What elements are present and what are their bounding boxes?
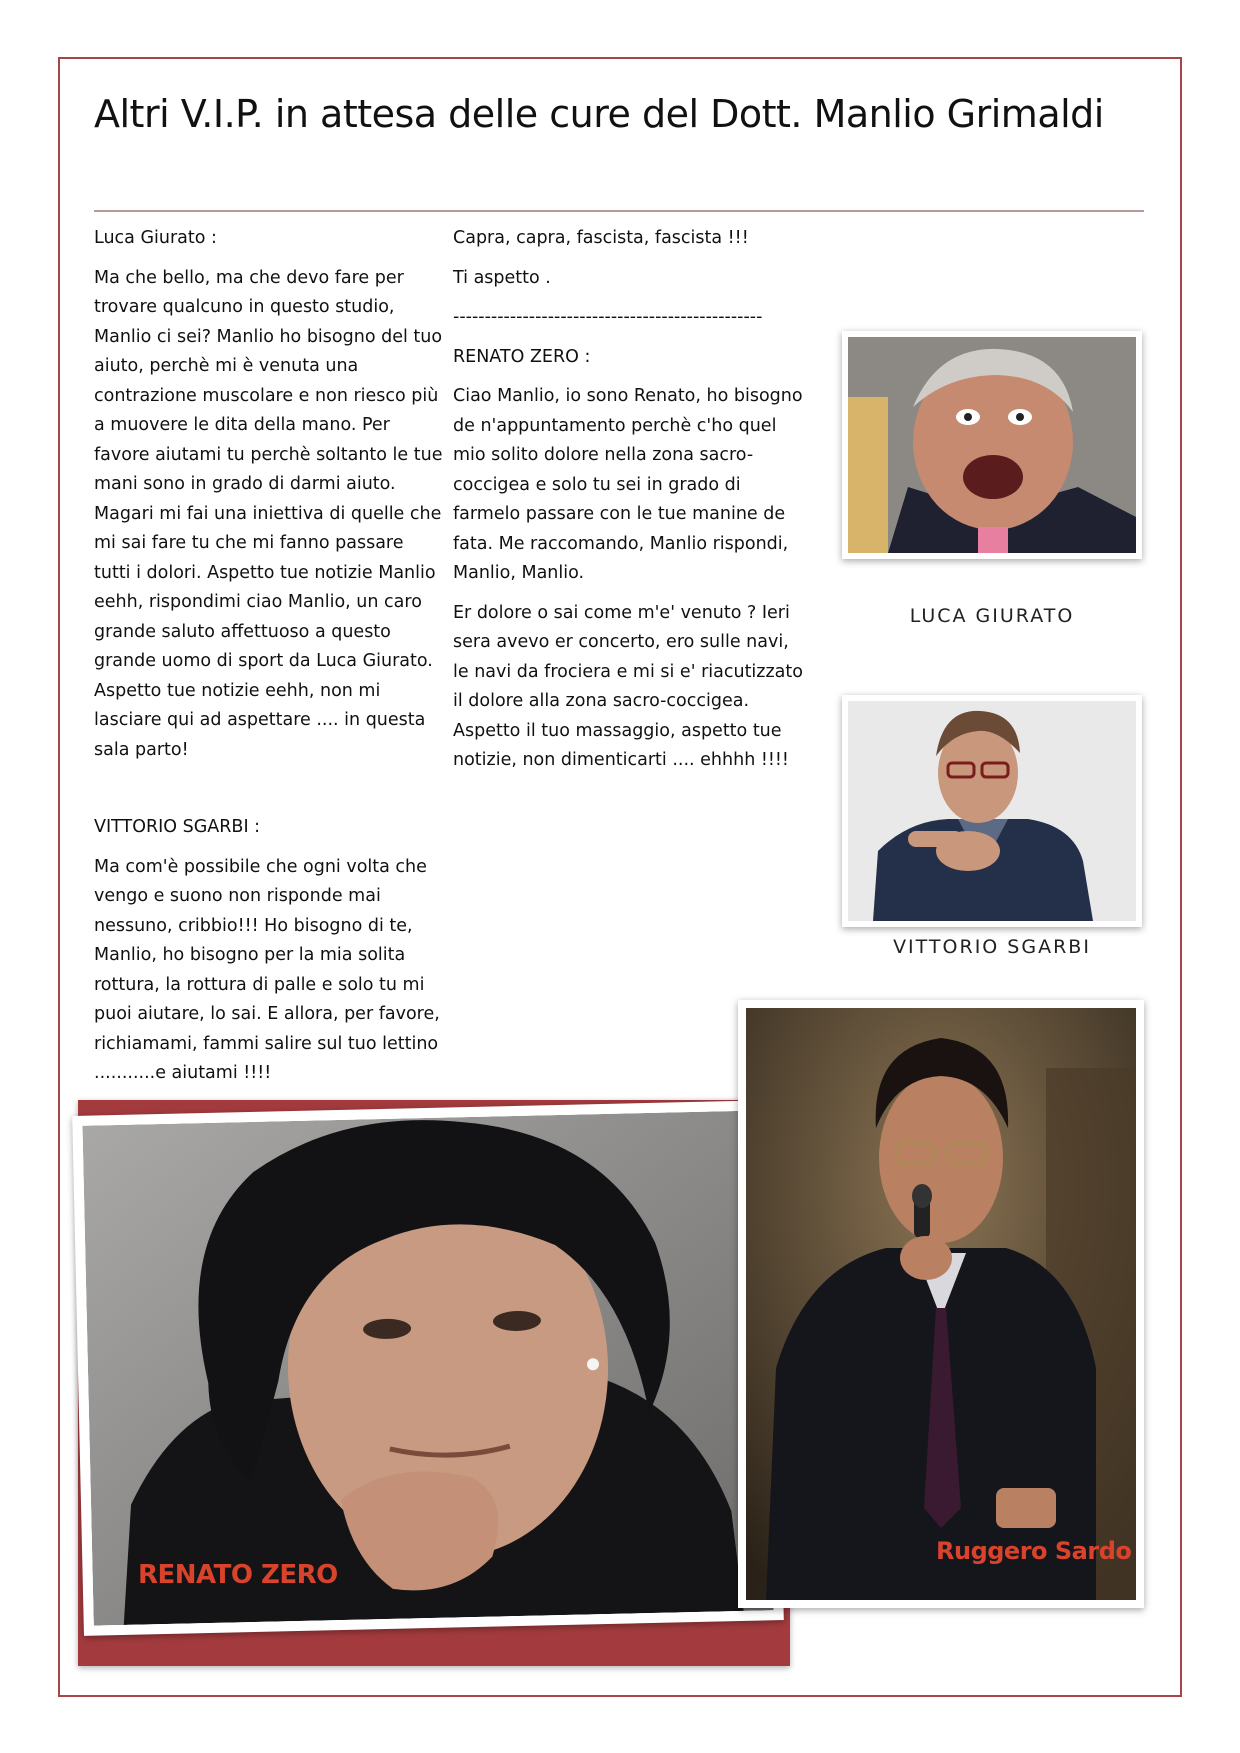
page-title: Altri V.I.P. in attesa delle cure del Dott. Manlio Grimaldi: [94, 92, 1104, 136]
renato-zero-photo: [72, 1100, 784, 1636]
middle-column: [453, 224, 803, 786]
title-divider: [94, 210, 1144, 212]
vittorio-closing: Ti aspetto .: [453, 267, 551, 288]
dashed-separator: -------------------------------------------------: [453, 307, 763, 327]
renato-zero-label: RENATO ZERO: [138, 1560, 338, 1590]
luca-heading: Luca Giurato :: [94, 228, 217, 248]
renato-heading: RENATO ZERO :: [453, 346, 591, 367]
renato-message-1: Ciao Manlio, io sono Renato, ho bisogno de n'appuntamento perchè c'ho quel mio solito dolore nella zona sacro-coccigea e solo tu sei in grado di farmelo passare con le tue manine de fata. Me raccomando, Manlio rispondi, Manlio, Manlio.: [453, 386, 803, 583]
ruggero-sardo-photo: [738, 1000, 1144, 1608]
luca-message: Ma che bello, ma che devo fare per trovare qualcuno in questo studio, Manlio ci sei? Manlio ho bisogno del tuo aiuto, perchè mi è venuta una contrazione muscolare e non riesco più a muovere le dita della mano. Per favore aiutami tu perchè soltanto le tue mani sono in grado di darmi aiuto. Magari mi fai una iniettiva di quelle che mi sai fare tu che mi fanno passare tutti i dolori. Aspetto tue notizie Manlio eehh, rispondimi ciao Manlio, un caro grande saluto affettuoso a questo grande uomo di sport da Luca Giurato. Aspetto tue notizie eehh, non mi lasciare qui ad aspettare .... in questa sala parto!: [94, 267, 443, 760]
vittorio-sgarbi-caption: VITTORIO SGARBI: [893, 936, 1091, 958]
ruggero-sardo-label: Ruggero Sardo: [936, 1537, 1132, 1565]
vittorio-heading: VITTORIO SGARBI :: [94, 817, 261, 837]
luca-giurato-photo: [842, 331, 1142, 559]
left-column: [94, 224, 444, 1099]
vittorio-sgarbi-photo: [842, 695, 1142, 927]
luca-giurato-caption: LUCA GIURATO: [909, 605, 1075, 627]
vittorio-quote: Capra, capra, fascista, fascista !!!: [453, 228, 749, 248]
renato-message-2: Er dolore o sai come m'e' venuto ? Ieri sera avevo er concerto, ero sulle navi, le navi da frociera e mi si e' riacutizzato il dolore alla zona sacro-coccigea. Aspetto il tuo massaggio, aspetto tue notizie, non dimenticarti .... ehhhh !!!!: [453, 602, 803, 770]
vittorio-message: Ma com'è possibile che ogni volta che vengo e suono non risponde mai nessuno, cribbio!!! Ho bisogno di te, Manlio, ho bisogno per la mia solita rottura, la rottura di palle e solo tu mi puoi aiutare, lo sai. E allora, per favore, richiamami, fammi salire sul tuo lettino ...........e aiutami !!!!: [94, 856, 440, 1083]
